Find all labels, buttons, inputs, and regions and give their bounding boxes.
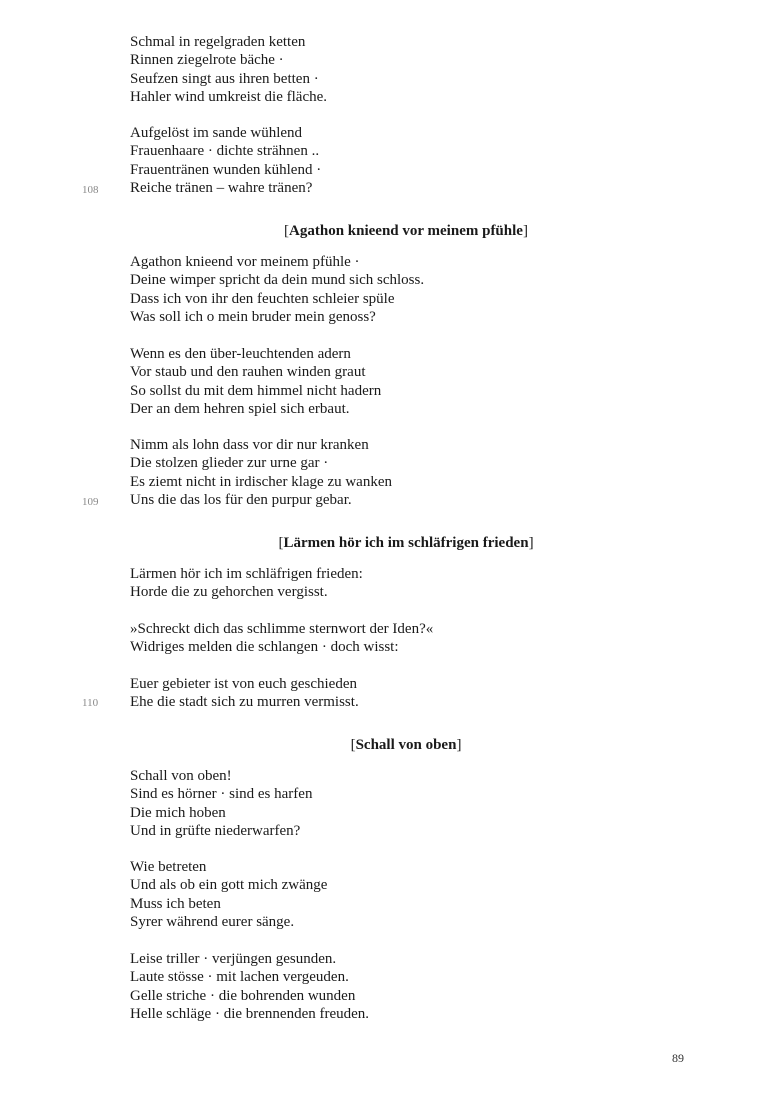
marginal-line-number: 109 [82, 496, 99, 508]
stanza [130, 345, 381, 419]
verse-line: Was soll ich o mein bruder mein genoss? [130, 309, 376, 326]
verse-line: Syrer während eurer sänge. [130, 914, 295, 931]
verse-line: Schmal in regelgraden ketten [130, 34, 306, 50]
verse-line: Gelle striche · die bohrenden wunden [130, 987, 356, 1004]
verse-line: Helle schläge · die brennenden freuden. [130, 1006, 370, 1023]
verse-line: Reiche tränen – wahre tränen? [130, 180, 313, 197]
verse-line: Ehe die stadt sich zu murren vermisst. [130, 694, 359, 711]
marginal-line-number: 110 [82, 697, 99, 709]
verse-line: Uns die das los für den purpur gebar. [130, 492, 352, 509]
page-number: 89 [672, 1051, 684, 1065]
verse-line: Rinnen ziegelrote bäche · [130, 52, 284, 69]
verse-line: Dass ich von ihr den feuchten schleier spüle [130, 290, 395, 307]
stanza [130, 253, 424, 327]
verse-line: Nimm als lohn dass vor dir nur kranken [130, 437, 369, 453]
verse-line: Wie betreten [130, 859, 207, 875]
verse-line: Horde die zu gehorchen vergisst. [130, 584, 328, 601]
stanza [130, 767, 312, 841]
verse-line: Frauenhaare · dichte strähnen .. [130, 143, 320, 160]
verse-line: Euer gebieter ist von euch geschieden [130, 676, 357, 692]
verse-line: Lärmen hör ich im schläfrigen frieden: [130, 566, 363, 582]
verse-line: Der an dem hehren spiel sich erbaut. [130, 401, 350, 418]
verse-line: Sind es hörner · sind es harfen [130, 786, 313, 803]
verse-line: Laute stösse · mit lachen vergeuden. [130, 969, 349, 986]
stanza [130, 620, 433, 657]
verse-line: Agathon knieend vor meinem pfühle · [130, 254, 360, 270]
verse-line: Es ziemt nicht in irdischer klage zu wanken [130, 473, 392, 490]
verse-line: Und als ob ein gott mich zwänge [130, 877, 328, 894]
verse-line: Vor staub und den rauhen winden graut [130, 364, 366, 381]
stanza [130, 33, 327, 107]
verse-line: Seufzen singt aus ihren betten · [130, 70, 319, 87]
stanza [130, 436, 392, 510]
verse-line: Deine wimper spricht da dein mund sich schloss. [130, 272, 425, 289]
verse-line: Die stolzen glieder zur urne gar · [130, 455, 329, 472]
verse-line: Muss ich beten [130, 895, 221, 912]
verse-line: So sollst du mit dem himmel nicht hadern [130, 382, 382, 399]
stanza [130, 950, 369, 1024]
verse-line: »Schreckt dich das schlimme sternwort der Iden?« [130, 621, 434, 637]
stanza [130, 675, 359, 712]
stanza [130, 858, 327, 932]
poem-title-text: Schall von oben [355, 737, 457, 753]
marginal-line-number: 108 [82, 184, 99, 196]
verse-line: Frauentränen wunden kühlend · [130, 161, 322, 178]
stanza [130, 565, 363, 602]
verse-line: Hahler wind umkreist die fläche. [130, 89, 328, 106]
verse-line: Leise triller · verjüngen gesunden. [130, 951, 337, 967]
verse-line: Aufgelöst im sande wühlend [130, 125, 303, 141]
verse-line: Die mich hoben [130, 804, 226, 821]
verse-line: Schall von oben! [130, 768, 232, 784]
verse-line: Und in grüfte niederwarfen? [130, 823, 301, 840]
poem-title: [Schall von oben] [350, 737, 462, 753]
poem-title-text: Agathon knieend vor meinem pfühle [289, 223, 523, 239]
verse-line: Widriges melden die schlangen · doch wisst: [130, 639, 399, 656]
stanza [130, 124, 321, 198]
poem-title: [Lärmen hör ich im schläfrigen frieden] [278, 535, 534, 551]
verse-line: Wenn es den über-leuchtenden adern [130, 346, 351, 362]
poem-title: [Agathon knieend vor meinem pfühle] [284, 223, 528, 239]
poem-title-text: Lärmen hör ich im schläfrigen frieden [283, 535, 529, 551]
